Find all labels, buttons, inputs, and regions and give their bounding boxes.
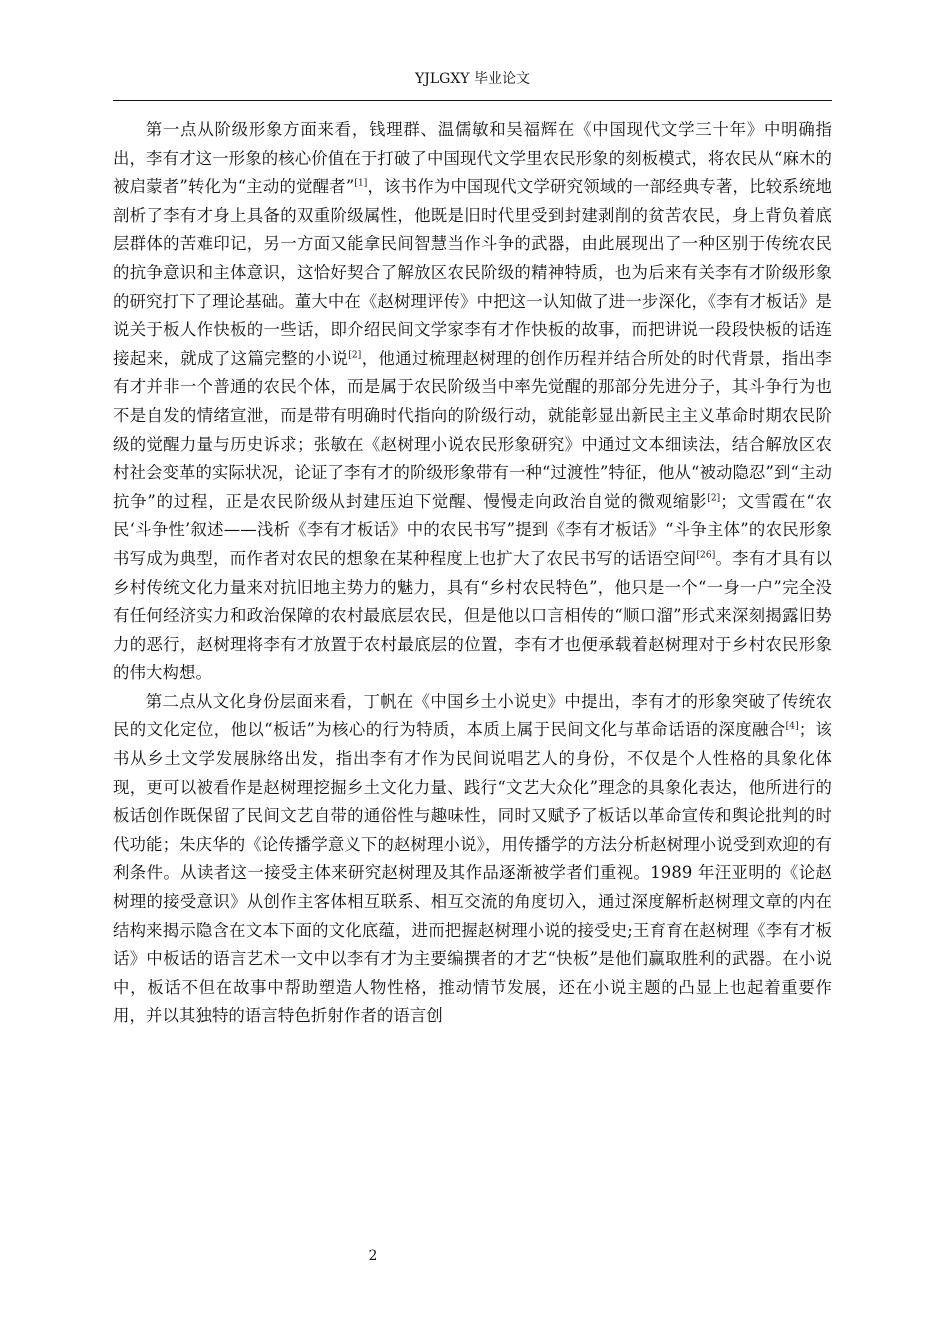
paragraph-text: 第一点从阶级形象方面来看，钱理群、温儒敏和吴福辉在《中国现代文学三十年》中明确指出，李有才这一形象的核心价值在于打破了中国现代文学里农民形象的刻板模式，将农民从“麻木的被启蒙者”转化为“主动的觉醒者” bbox=[113, 120, 832, 197]
body-text bbox=[113, 116, 832, 1031]
citation-ref: [26] bbox=[696, 550, 716, 561]
citation-ref: [4] bbox=[785, 722, 799, 732]
header-title: YJLGXY 毕业论文 bbox=[415, 71, 530, 87]
page-header bbox=[113, 68, 832, 90]
header-divider bbox=[113, 100, 832, 101]
paragraph-text: ；该书从乡土文学发展脉络出发，指出李有才作为民间说唱艺人的身份，不仅是个人性格的具象化体现，更可以被看作是赵树理挖掘乡土文化力量、践行“文艺大众化”理念的具象化表达，他所进行的板话创作既保留了民间文艺自带的通俗性与趣味性，同时又赋予了板话以革命宣传和舆论批判的时代功能；朱庆华的《论传播学意义下的赵树理小说》，用传播学的方法分析赵树理小说受到欢迎的有利条件。从读者这一接受主体来研究赵树理及其作品逐渐被学者们重视。1989 年汪亚明的《论赵树理的接受意识》从创作主客体相互联系、相互交流的角度切入，通过深度解析赵树理文章的内在结构来揭示隐含在文本下面的文化底蕴，进而把握赵树理小说的接受史;王育育在赵树理《李有才板话》中板话的语言艺术一文中以李有才为主要编撰者的才艺“快板”是他们赢取胜利的武器。在小说中，板话不但在故事中帮助塑造人物性格，推动情节发展，还在小说主题的凸显上也起着重要作用，并以其独特的语言特色折射作者的语言创 bbox=[113, 720, 833, 1026]
citation-ref: [2] bbox=[348, 350, 362, 361]
paragraph-class-image bbox=[113, 116, 832, 688]
page-number: 2 bbox=[368, 1248, 378, 1264]
paragraph-text: ，他通过梳理赵树理的创作历程并结合所处的时代背景，指出李有才并非一个普通的农民个体，而是属于农民阶级当中率先觉醒的那部分先进分子，其斗争行为也不是自发的情绪宣泄，而是带有明确时代指向的阶级行动，就能彰显出新民主主义革命时期农民阶级的觉醒力量与历史诉求；张敏在《赵树理小说农民形象研究》中通过文本细读法，结合解放区农村社会变革的实际状况，论证了李有才的阶级形象带有一种“过渡性”特征，他从“被动隐忍”到“主动抗争”的过程，正是农民阶级从封建压迫下觉醒、慢慢走向政治自觉的微观缩影 bbox=[113, 348, 832, 511]
paragraph-text: 。李有才具有以乡村传统文化力量来对抗旧地主势力的魅力，具有“乡村农民特色”，他只是一个“一身一户”完全没有任何经济实力和政治保障的农村最底层农民，但是他以口言相传的“顺口溜”形式来深刻揭露旧势力的恶行，赵树理将李有才放置于农村最底层的位置，李有才也便承载着赵树理对于乡村农民形象的伟大构想。 bbox=[113, 548, 832, 683]
citation-ref: [1] bbox=[354, 178, 368, 189]
paragraph-cultural-identity bbox=[113, 688, 832, 1031]
paragraph-text: ，该书作为中国现代文学研究领域的一部经典专著，比较系统地剖析了李有才身上具备的双重阶级属性，他既是旧时代里受到封建剥削的贫苦农民，身上背负着底层群体的苦难印记，另一方面又能拿民间智慧当作斗争的武器，由此展现出了一种区别于传统农民的抗争意识和主体意识，这恰好契合了解放区农民阶级的精神特质，也为后来有关李有才阶级形象的研究打下了理论基础。董大中在《赵树理评传》中把这一认知做了进一步深化，《李有才板话》是说关于板人作快板的一些话，即介绍民间文学家李有才作快板的故事，而把讲说一段段快板的话连接起来，就成了这篇完整的小说 bbox=[113, 177, 832, 368]
paragraph-text: 第二点从文化身份层面来看，丁帆在《中国乡土小说史》中提出，李有才的形象突破了传统农民的文化定位，他以“板话”为核心的行为特质，本质上属于民间文化与革命话语的深度融合 bbox=[113, 691, 832, 740]
paragraph-text: ；文雪霞在“农民‘斗争性’叙述——浅析《李有才板话》中的农民书写”提到《李有才板话》“斗争主体”的农民形象书写成为典型，而作者对农民的想象在某种程度上也扩大了农民书写的话语空间 bbox=[113, 491, 832, 568]
citation-ref: [2] bbox=[707, 493, 721, 504]
